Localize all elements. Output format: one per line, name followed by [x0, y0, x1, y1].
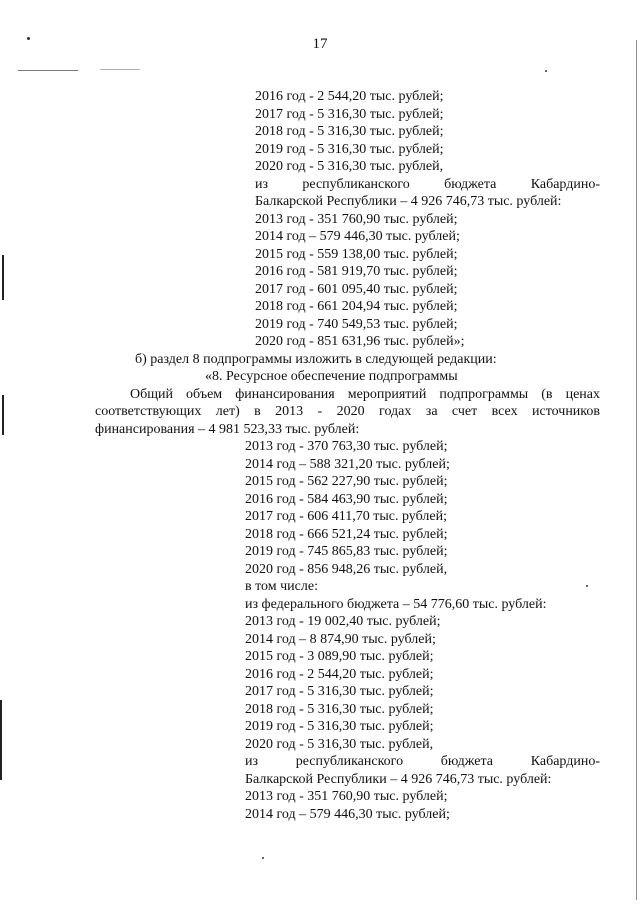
scan-margin-mark [0, 700, 2, 780]
republic2-heading-cont: Балкарской Республики – 4 926 746,73 тыс. рублей: [245, 771, 552, 787]
block1-republic-year-2019: 2019 год - 740 549,53 тыс. рублей; [255, 316, 458, 332]
block1-republic-heading-cont: Балкарской Республики – 4 926 746,73 тыс. рублей: [255, 194, 562, 209]
federal-year-2020: 2020 год - 5 316,30 тыс. рублей, [245, 736, 434, 752]
total-year-2013: 2013 год - 370 763,30 тыс. рублей; [245, 439, 448, 454]
republic2-heading: из республиканского бюджета Кабардино- [245, 754, 600, 769]
block1-year-2020: 2020 год - 5 316,30 тыс. рублей, [255, 159, 444, 174]
federal-heading: из федерального бюджета – 54 776,60 тыс. рублей: [245, 596, 547, 612]
block1-year-2017: 2017 год - 5 316,30 тыс. рублей; [255, 106, 444, 122]
block1-year-2019: 2019 год - 5 316,30 тыс. рублей; [255, 141, 444, 157]
scan-margin-mark [2, 395, 4, 435]
block1-year-2018: 2018 год - 5 316,30 тыс. рублей; [255, 124, 444, 139]
item-b: б) раздел 8 подпрограммы изложить в следующей редакции: [135, 351, 497, 367]
federal-year-2017: 2017 год - 5 316,30 тыс. рублей; [245, 684, 434, 699]
document-body [95, 88, 600, 823]
total-year-2018: 2018 год - 666 521,24 тыс. рублей; [245, 526, 448, 542]
federal-year-2015: 2015 год - 3 089,90 тыс. рублей; [245, 649, 434, 664]
including-label: в том числе: [245, 579, 318, 594]
scan-speck [262, 857, 264, 859]
federal-year-2016: 2016 год - 2 544,20 тыс. рублей; [245, 666, 434, 682]
section-title: «8. Ресурсное обеспечение подпрограммы [205, 369, 458, 384]
paragraph-line-1: Общий объем финансирования мероприятий подпрограммы (в ценах [130, 386, 600, 402]
republic2-year-2013: 2013 год - 351 760,90 тыс. рублей; [245, 789, 448, 804]
scan-dash-line [18, 70, 78, 71]
scan-margin-mark [2, 255, 4, 300]
paragraph-line-2: соответствующих лет) в 2013 - 2020 годах за счет всех источников [95, 404, 600, 419]
federal-year-2019: 2019 год - 5 316,30 тыс. рублей; [245, 719, 434, 734]
federal-year-2013: 2013 год - 19 002,40 тыс. рублей; [245, 614, 441, 629]
total-year-2014: 2014 год – 588 321,20 тыс. рублей; [245, 456, 450, 472]
total-year-2017: 2017 год - 606 411,70 тыс. рублей; [245, 509, 447, 524]
total-year-2019: 2019 год - 745 865,83 тыс. рублей; [245, 544, 448, 559]
federal-year-2018: 2018 год - 5 316,30 тыс. рублей; [245, 701, 434, 717]
scan-dash-line-2 [100, 69, 140, 70]
block1-year-2016: 2016 год - 2 544,20 тыс. рублей; [255, 89, 444, 104]
block1-republic-year-2016: 2016 год - 581 919,70 тыс. рублей; [255, 264, 458, 279]
block1-republic-year-2018: 2018 год - 661 204,94 тыс. рублей; [255, 299, 458, 314]
block1-republic-heading: из республиканского бюджета Кабардино- [255, 176, 600, 192]
block1-republic-year-2020: 2020 год - 851 631,96 тыс. рублей»; [255, 334, 465, 349]
paragraph-line-3: финансирования – 4 981 523,33 тыс. рублей: [95, 421, 360, 437]
total-year-2020: 2020 год - 856 948,26 тыс. рублей, [245, 561, 448, 577]
scan-speck [545, 70, 547, 72]
block1-republic-year-2014: 2014 год – 579 446,30 тыс. рублей; [255, 229, 460, 244]
page-number: 17 [312, 36, 328, 52]
block1-republic-year-2013: 2013 год - 351 760,90 тыс. рублей; [255, 211, 458, 227]
block1-republic-year-2017: 2017 год - 601 095,40 тыс. рублей; [255, 281, 458, 297]
republic2-year-2014: 2014 год – 579 446,30 тыс. рублей; [245, 806, 450, 822]
total-year-2016: 2016 год - 584 463,90 тыс. рублей; [245, 491, 448, 507]
block1-republic-year-2015: 2015 год - 559 138,00 тыс. рублей; [255, 246, 458, 262]
scan-edge-right [636, 40, 637, 900]
total-year-2015: 2015 год - 562 227,90 тыс. рублей; [245, 474, 448, 489]
federal-year-2014: 2014 год – 8 874,90 тыс. рублей; [245, 631, 436, 647]
